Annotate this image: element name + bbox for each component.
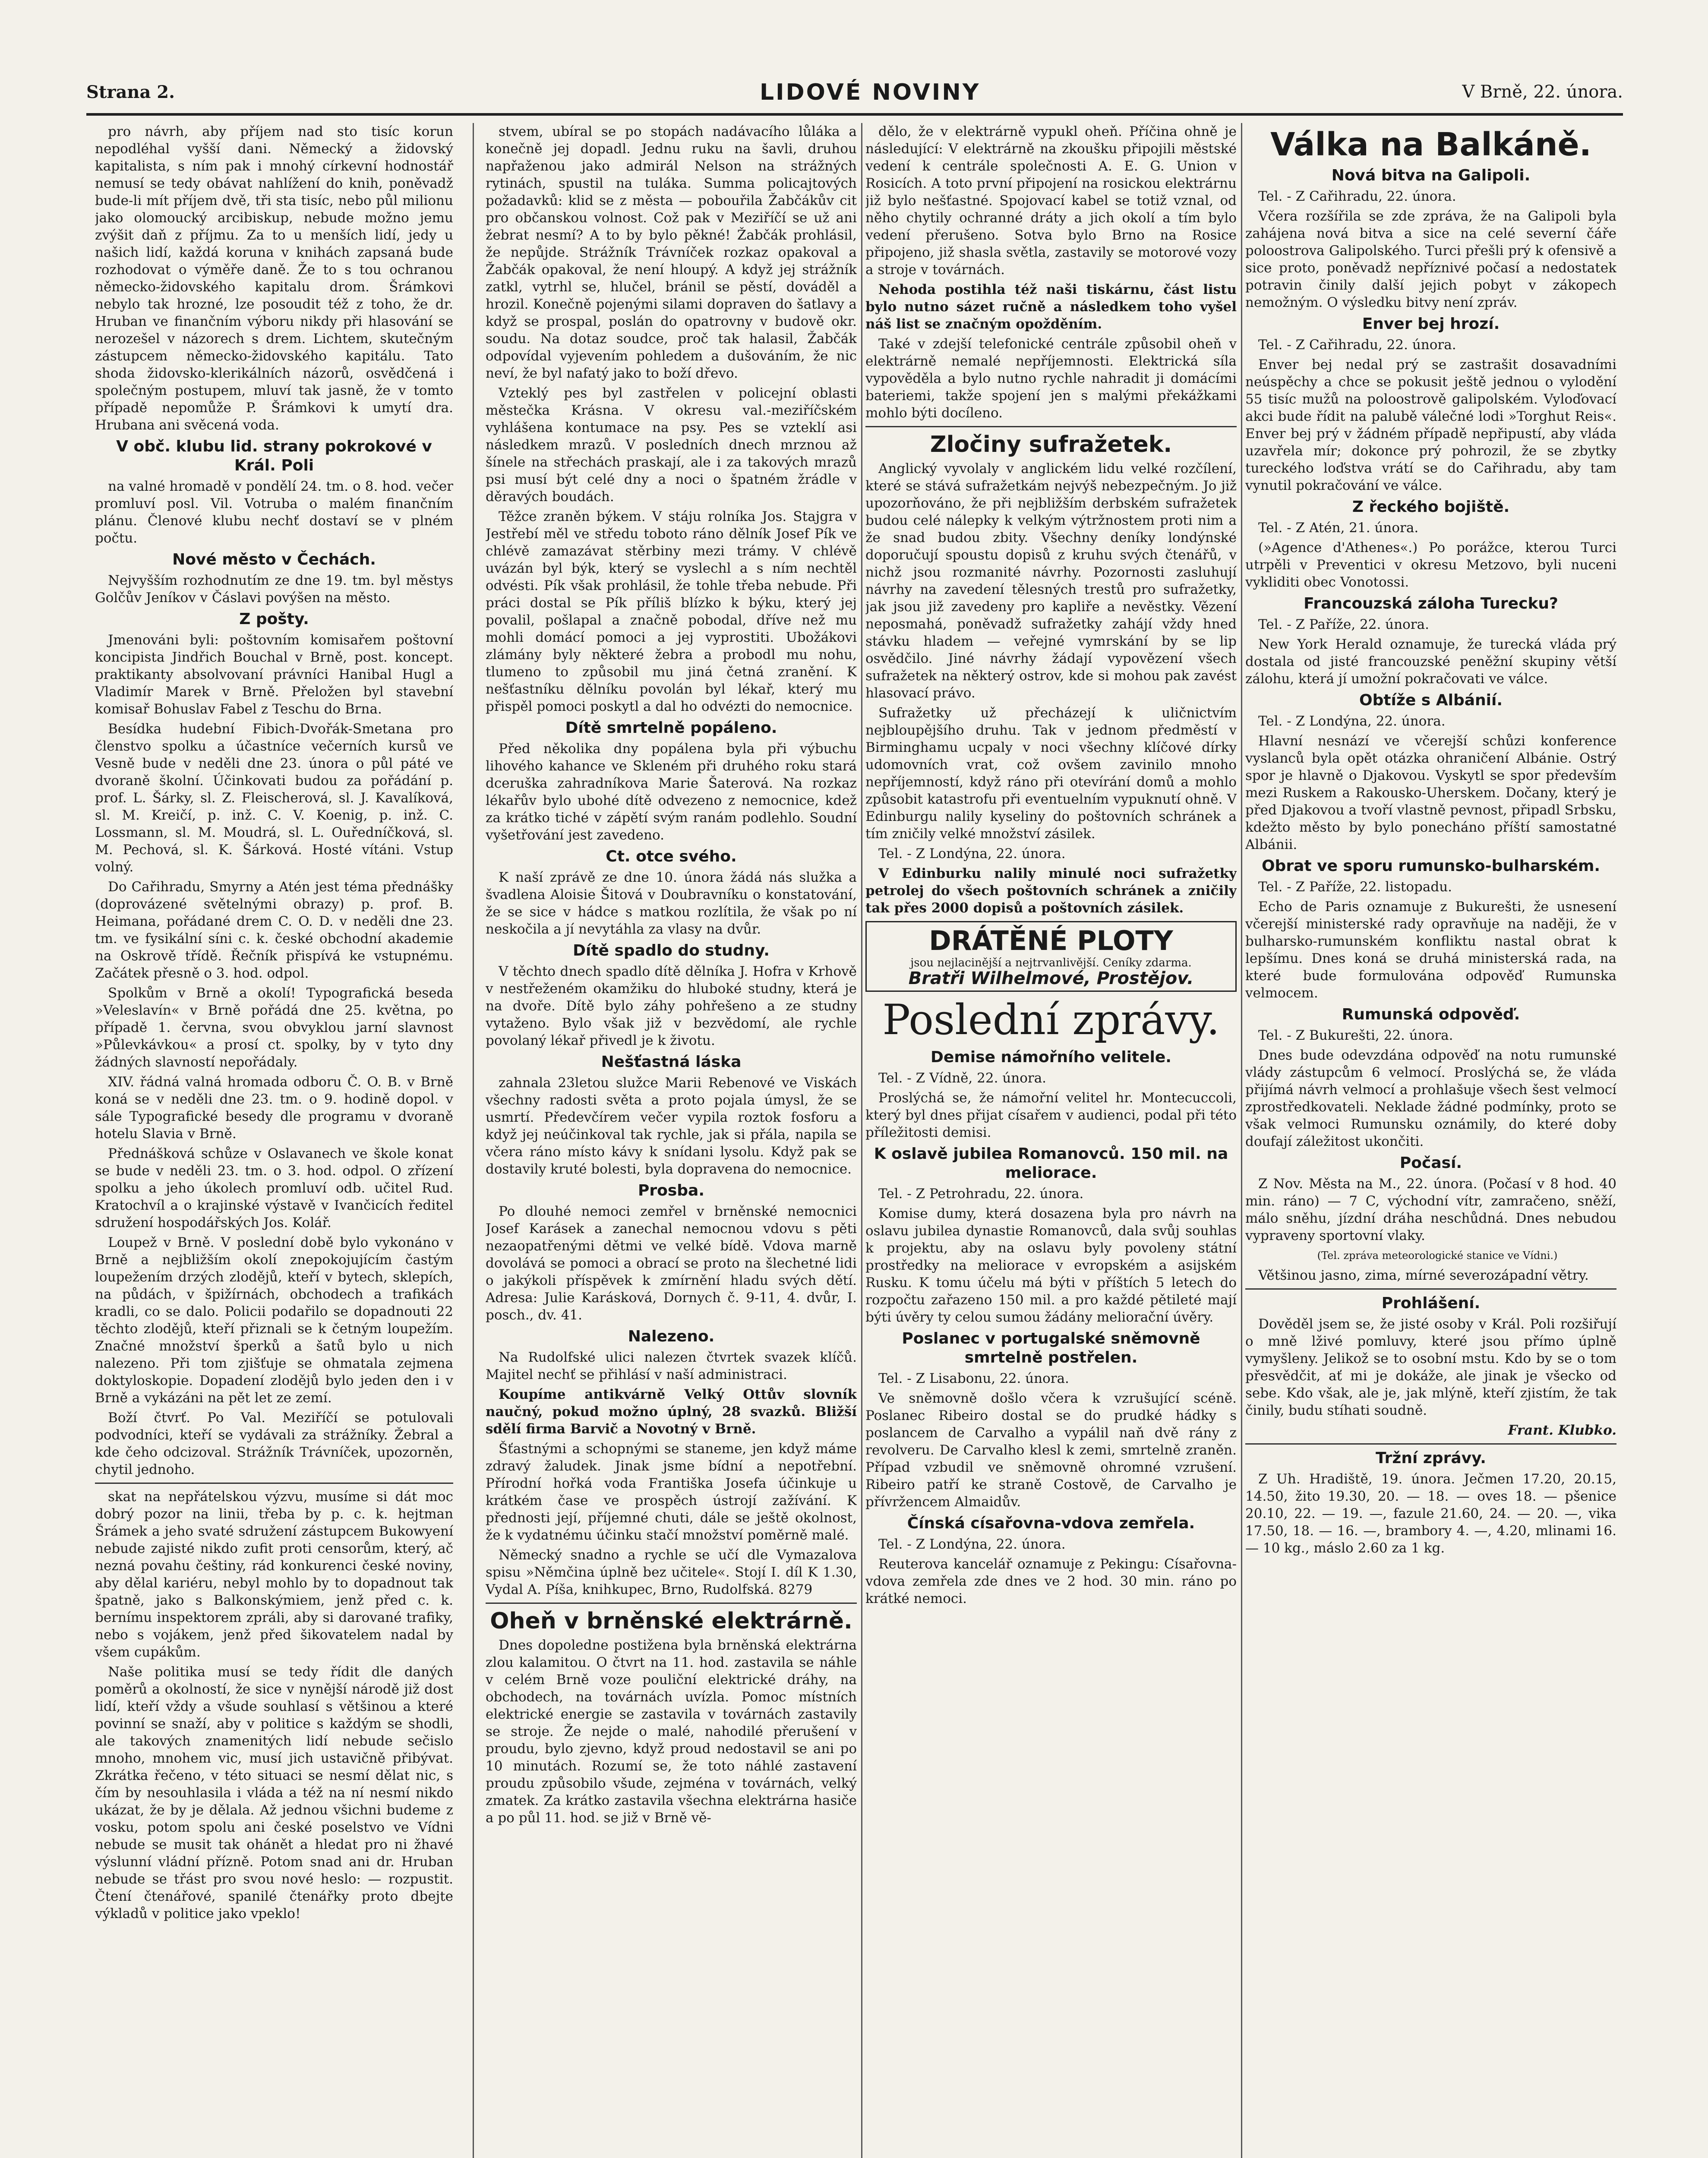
section-divider xyxy=(1245,1443,1616,1445)
latest-news-title: Poslední zprávy. xyxy=(882,996,1220,1044)
article-paragraph: Dnes bude odevzdána odpověď na notu rumunské vlády zástupcům 6 velmocí. Proslýchá se, že vláda přijímá návrh velmocí a prohlašuje všech šest velmocí zprostředkovateli. Neklade žádné podmínky, proto se však velmoci Rumunsku oznámily, do které doby doufají záležitost ukončiti. xyxy=(1245,1047,1616,1149)
article-paragraph: na valné hromadě v pondělí 24. tm. o 8. hod. večer promluví posl. Vil. Votruba o malém finančním plánu. Členové klubu nechť dostaví se v plném počtu. xyxy=(95,479,453,546)
dateline: Tel. - Z Lisabonu, 22. února. xyxy=(878,1371,1069,1386)
dateline: Tel. - Z Atén, 21. února. xyxy=(1258,520,1419,536)
issue-date: V Brně, 22. února. xyxy=(1462,82,1623,102)
article-paragraph: Sufražetky už přecházejí k uličnictvím nejbloupějšího druhu. Tak v jednom předměstí v Birminghamu ucpaly v noci všechny klíčové dírky udomovních vrat, což ovšem zavinilo mnoho nepříjemností, když ráno při otevírání domů a mohlo způsobit katastrofu při eventuelním vypuknutí ohně. V Edinburgu nalily kyseliny do poštovních schránek a tím zničily velké množství zásilek. xyxy=(865,705,1237,842)
dateline: Tel. - Z Paříže, 22. listopadu. xyxy=(1258,879,1452,895)
article-paragraph: Ve sněmovně došlo včera k vzrušující scéně. Poslanec Ribeiro dostal se do prudké hádky s poslancem de Carvalho a vypálil naň dvě rány z revolveru. De Carvalho klesl k zemi, smrtelně zraněn. Případ vzbudil ve sněmovně ohromné vzrušení. Ribeiro patří ke straně Costově, de Carvalho je přívržencem Almaidův. xyxy=(865,1391,1237,1510)
masthead-rule xyxy=(86,113,1623,116)
dateline: Tel. - Z Cařihradu, 22. února. xyxy=(1258,337,1456,353)
article-paragraph: Enver bej nedal prý se zastrašit dosavadními neúspěchy a chce se pokusit ještě jednou o vylodění 55 tisíc mužů na poloostrově galipolském. Vyloďovací akci bude řídit na palubě válečné lodi »Torghut Reis«. Enver bej prý v žádném případě nepřipustí, aby vláda uzavřela mír; dokonce prý pohrozil, že se zbytky tureckého loďstva vrátí se do Cařihradu, aby tam vynutil pokračování ve válce. xyxy=(1245,357,1616,493)
advertisement: Německý snadno a rychle se učí dle Vymazalova spisu »Němčina úplně bez učitele«. Stojí I. díl K 1.30, Vydal A. Píša, knihkupec, Brno, Rudolfská. 8279 xyxy=(486,1547,857,1597)
article-paragraph: Loupež v Brně. V poslední době bylo vykonáno v Brně a nejbližším okolí znepokojujícím častým loupežením drzých zlodějů, kteří v bytech, sklepích, na půdách, v špižírnách, obchodech a trafikách kradli, co se dalo. Policii podařilo se dopadnouti 22 těchto zlodějů, kteří přiznali se k četným loupežím. Značné množství šperků a šatů bylo u nich nalezeno. Při tom zjišťuje se ohmatala zejmena doktyloskopie. Dopadení zlodějů bylo jeden den i v Brně a vykázáni na pět let ze zemí. xyxy=(95,1235,453,1406)
newspaper-title: LIDOVÉ NOVINY xyxy=(760,79,981,105)
section-divider xyxy=(1245,1288,1616,1290)
article-paragraph: pro návrh, aby příjem nad sto tisíc korun nepodléhal vyšší dani. Německý a židovský kapitalista, s ním pak i mnohý církevní hodnostář nemusí se tedy obávat nahlížení do knih, poněvadž bude-li mít příjem dvě, tři sta tisíc, nebo půl milionu jako olomoucký arcibiskup, nebude možno jemu zvýšit daň z příjmu. Za to u menších lidí, jedy u našich lidí, každá koruna v knihách zapsaná bude rozhodovat o výměře daně. Že to s tou ochranou německo-židovského kapitalu drom. Šrámkovi nebylo tak hrozné, lze posoudit též z toho, že dr. Hruban ve finančním výboru nikdy při hlasování se nerozešel v názorech s drem. Lichtem, skutečným zástupcem německo-židovského kapitálu. Tato shoda židovsko-klerikálních názorů, osvědčená i společným postupem, mluví tak jasně, že v tomto případě nepomůže P. Šrámkovi k umytí dra. Hrubana ani svěcená voda. xyxy=(95,124,453,433)
article-paragraph: Do Cařihradu, Smyrny a Atén jest téma přednášky (doprovázené světelnými obrazy) p. prof. B. Heimana, pořádané drem C. O. D. v neděli dne 23. tm. ve fysikální síni c. k. české obchodní akademie na Oskrově třídě. Řečník přispívá ke vstupnému. Začátek přesně o 3. hod. odpol. xyxy=(95,879,453,981)
dateline: Tel. - Z Londýna, 22. února. xyxy=(1258,713,1446,729)
weather-source: (Tel. zpráva meteorologické stanice ve Vídni.) xyxy=(1317,1249,1558,1262)
column-1 xyxy=(95,123,453,2158)
dateline: Tel. - Z Londýna, 22. února. xyxy=(878,1536,1066,1552)
article-paragraph: V těchto dnech spadlo dítě dělníka J. Hofra v Krhově v nestřeženém okamžiku do hluboké studny, která je na dvoře. Dítě bylo záhy pohřešeno a ze studny vytaženo. Bylo však již v bezvědomí, ale rychle povolaný lékař přivedl je k životu. xyxy=(486,964,857,1048)
column-2 xyxy=(486,123,857,2158)
dateline: Tel. - Z Bukurešti, 22. února. xyxy=(1258,1028,1453,1043)
article-paragraph: Přednášková schůze v Oslavanech ve škole konat se bude v neděli 23. tm. o 3. hod. odpol. O zřízení spolku a jeho úkolech promluví odb. učitel Rud. Kratochvíl a o krajinské výstavě v Ivančicích ředitel sdružení hospodářských Jos. Kolář. xyxy=(95,1146,453,1230)
article-heading: Obrat ve sporu rumunsko-bulharském. xyxy=(1261,857,1601,875)
article-paragraph: dělo, že v elektrárně vypukl oheň. Příčina ohně je následující: V elektrárně na zkoušku připojili městské vedení k centrále společnosti A. E. G. Union v Rosicích. A toto první připojení na rosickou elektrárnu již bylo nešťastné. Spojovací kabel se totiž vznal, od něho chytily ochranné dráty a jich okolí a tím bylo vedení přerušeno. Sotva bylo Brno na Rosice připojeno, již shasla světla, zastavily se motorové vozy a stroje v továrnách. xyxy=(865,124,1237,278)
ad-brand: Bratři Wilhelmové, Prostějov. xyxy=(908,969,1194,988)
article-heading: Počasí. xyxy=(1399,1154,1462,1172)
column-4 xyxy=(1245,123,1616,2158)
article-paragraph: Besídka hudební Fibich-Dvořák-Smetana pro členstvo spolku a účastníce večerních kursů ve Vesně bude v neděli dne 23. února o půl páté ve dvoraně školní. Účinkovati budou za pořádání p. prof. L. Šárky, sl. Z. Fleischerová, sl. J. Kavalíková, sl. M. Kreičí, p. inž. C. V. Koenig, p. inž. C. Lossmann, sl. M. Moudrá, sl. L. Ouředníčková, sl. M. Pechová, sl. K. Šárková. Hosté vítáni. Vstup volný. xyxy=(95,721,453,875)
article-heading: K oslavě jubilea Romanovců. 150 mil. na meliorace. xyxy=(874,1145,1228,1182)
article-paragraph: Také v zdejší telefonické centrále způsobil oheň v elektrárně nemalé nepříjemnosti. Elektrická síla vypověděla a bylo nutno rychle nahradit ji domácími bateriemi, takže spojení jen s malými překážkami mohlo býti docíleno. xyxy=(865,336,1237,421)
article-paragraph: zahnala 23letou služce Marii Rebenové ve Viskách všechny radosti světa a proto pojala úmysl, že se usmrtí. Předevčírem večer vypila roztok fosforu a když jej neúčinkoval tak rychle, jak si přála, napila se včera ráno místo kávy k snídani lysolu. Když pak se dostavily kruté bolesti, byla dopravena do nemocnice. xyxy=(486,1075,857,1177)
article-paragraph: stvem, ubíral se po stopách nadávacího lůláka a konečně jej dopadl. Jednu ruku na šavli, druhou napřaženou jako admirál Nelson na strážných rytinách, spustil na tuláka. Summa policajtových požadavků: klid se z města — pobouřila Žabčákův cit pro občanskou volnost. Což pak v Meziříčí se už ani žebrat nesmí? A to by bylo pěkné! Žabčák prohlásil, že nepůjde. Strážník Trávníček rozkaz opakoval a Žabčák opakoval, že není hloupý. A když jej strážník zatkl, vytrhl se, hlučel, bránil se pěstí, dováděl a hrozil. Konečně pojenými silami dopraven do šatlavy a když se prospal, poslán do opatrovny v budově okr. soudu. Na dotaz soudce, proč tak halasil, Žabčák odpovídal vyjevením pohledem a dušováním, že nic neví, že byl nafatý jako to boží dřevo. xyxy=(486,124,857,381)
article-heading: Demise námořního velitele. xyxy=(931,1048,1171,1066)
article-heading: Dítě smrtelně popáleno. xyxy=(565,719,777,737)
column-divider xyxy=(861,123,862,2158)
article-paragraph: V Edinburku nalily minulé noci sufražetky petrolej do všech poštovních schránek a zničily tak přes 2000 dopisů a poštovních zásilek. xyxy=(865,866,1237,916)
article-paragraph: Těžce zraněn býkem. V stáju rolníka Jos. Stajgra v Jestřebí měl ve středu toboto ráno dělník Josef Pík ve chlévě zamazávat stěrbiny mezi trámy. V chlévě uvázán byl býk, který se vyslechl a s ním nechtěl odvésti. Pík však prohlásil, že tohle třeba nebude. Při práci dostal se Pík příliš blízko k býku, který jej povalil, pošlapal a značně pobodal, dříve než mu mohli domácí pomoci a jej vyprostiti. Ubožákovi zlámány byly některé žebra a probodl mu nohu, tlumeno to způsobil mu jiná četná zranění. K nešťastníku dělníku povolán byl lékař, který mu přispěl pomoci poskytl a dal ho odvézti do nemocnice. xyxy=(486,509,857,714)
article-paragraph: Včera rozšířila se zde zpráva, že na Galipoli byla zahájena nová bitva a sice na celé severní čáře poloostrova Galipolského. Turci přešli prý k ofensivě a sice proto, poněvadž nepříznivé počasí a nedostatek potravin činily další jejich pobyt v zákopech nemožným. O výsledku bitvy není zpráv. xyxy=(1245,208,1616,310)
dateline: Tel. - Z Cařihradu, 22. února. xyxy=(1258,189,1456,204)
article-paragraph: Nejvyšším rozhodnutím ze dne 19. tm. byl městys Golčův Jeníkov v Čáslavi povýšen na město. xyxy=(95,573,453,606)
article-heading: Prosba. xyxy=(638,1182,705,1199)
article-heading: Čínská císařovna-vdova zemřela. xyxy=(907,1514,1195,1532)
section-divider xyxy=(486,1603,857,1604)
article-paragraph: Na Rudolfské ulici nalezen čtvrtek svazek klíčů. Majitel nechť se přihlásí v naší administraci. xyxy=(486,1350,857,1382)
article-paragraph: Spolkům v Brně a okolí! Typografická beseda »Veleslavín« v Brně pořádá dne 25. května, po případě 1. června, svou obvyklou jarní slavnost »Půlevkávkou« a prosí ct. spolky, by v tyto dny žádných slavností nepořádaly. xyxy=(95,985,453,1070)
article-heading: Rumunská odpověď. xyxy=(1342,1006,1520,1023)
article-heading: Prohlášení. xyxy=(1381,1294,1481,1312)
article-paragraph: Proslýchá se, že námořní velitel hr. Montecuccoli, který byl dnes přijat císařem v audienci, podal při této příležitosti demisi. xyxy=(865,1090,1237,1140)
article-paragraph: Boží čtvrť. Po Val. Meziříčí se potulovali podvodníci, kteří se vydávali za strážníky. Žebral a kde čeho odcizoval. Strážník Trávníček, upozorněn, chytil jednoho. xyxy=(95,1410,453,1477)
article-heading: Nové město v Čechách. xyxy=(172,551,376,568)
article-paragraph: Reuterova kancelář oznamuje z Pekingu: Císařovna-vdova zemřela zde dnes ve 2 hod. 30 min. ráno po krátké nemoci. xyxy=(865,1556,1237,1606)
article-paragraph: Anglický vyvolaly v anglickém lidu velké rozčílení, které se stává sufražetkám nejvýš nebezpečným. Jo již upozorňováno, že při nejbližším derbském sufražetek budou celé nálepky k velkým výtržnostem proti nim a že snad budou zbity. Všechny deníky londýnské doporučují spoustu dopisů z kruhu svých čtenářů, v nichž jsou rozmanité návrhy. Pozornosti zasluhují návrhy na zavedení tělesných trestů pro sufražetky, jak jsou již zavedeny pro kapliře a nevěstky. Vězení neposmahá, poněvadž sufražetky zahájí vždy hned stávku hladem — veřejné vymrskání by se lip osvědčilo. Jiné návrhy žádají vypovězení všech sufražetek na některý ostrov, kde si mohou pak zavést hlasovací právo. xyxy=(865,461,1237,701)
article-paragraph: New York Herald oznamuje, že turecká vláda prý dostala od jisté francouzské peněžní skupiny větší zálohu, která jí umožní pokračovati ve válce. xyxy=(1245,637,1616,687)
article-paragraph: Echo de Paris oznamuje z Bukurešti, že usnesení včerejší ministerské rady opravňuje na naději, že v bulharsko-rumunském konfliktu nastal obrat k lepšímu. Dnes koná se druhá ministerská rada, na které bude formulována odpověď Rumunska velmocem. xyxy=(1245,899,1616,1001)
article-heading: Nová bitva na Galipoli. xyxy=(1331,167,1531,184)
article-paragraph: Komise dumy, která dosazena byla pro návrh na oslavu jubilea dynastie Romanovců, dala svůj souhlas k projektu, aby na oslavu byly povoleny státní prostředky na meliorace v evropském a asijském Rusku. K tomu účelu má býti v příštích 5 letech do rozpočtu zařazeno 150 mil. a pro každé pětileté mají býti úvěry ty celou sumou žádány meliorační úvěry. xyxy=(865,1206,1237,1325)
article-paragraph: Většinou jasno, zima, mírné severozápadní větry. xyxy=(1258,1268,1589,1283)
article-heading: Obtíže s Albánií. xyxy=(1359,691,1503,709)
article-paragraph: (»Agence d'Athenes«.) Po porážce, kterou Turci utrpěli v Preventici v okresu Metzovo, byli nuceni vykliditi obec Vonotossi. xyxy=(1245,540,1616,590)
article-heading: Tržní zprávy. xyxy=(1376,1449,1486,1467)
advertisement: Šťastnými a schopnými se staneme, jen když máme zdravý žaludek. Jinak jsme bídní a nepotřební. Přírodní hořká voda Františka Josefa účinkuje u krátkém čase ve prospěch ústrojí zažívání. K přednosti její, příjemné chuti, dále se ještě okolnost, že k vydatnému účinku stačí množství poměrně malé. xyxy=(486,1441,857,1543)
article-paragraph: Vzteklý pes byl zastřelen v policejní oblasti městečka Krásna. V okresu val.-meziříčském vyhlášena kontumace na psy. Pes se vzteklí asi následkem mrazů. V posledních dnech mrznou až šínele na střechách praskají, ale i za takových mrazů psi musí být celé dny a noci o špatném žrádle v děravých boudách. xyxy=(486,385,857,505)
section-headline: Válka na Balkáně. xyxy=(1270,126,1591,163)
article-paragraph: Po dlouhé nemoci zemřel v brněnské nemocnici Josef Karásek a zanechal nemocnou vdovu s pěti nezaopatřenými dětmi ve velké bídě. Vdova marně dovolává se pomoci a obrací se proto na šlechetné lidi o jakýkoli příspěvek k zmírnění hladu svých dětí. Adresa: Julie Karásková, Dornych č. 9-11, 4. dvůr, I. posch., dv. 41. xyxy=(486,1204,857,1323)
article-headline: Zločiny sufražetek. xyxy=(930,432,1172,457)
article-paragraph: skat na nepřátelskou výzvu, musíme si dát moc dobrý pozor na linii, třeba by p. c. k. hejtman Šrámek a jeho svaté sdružení zástupcem Bukowyení nebude zajisté nikdo zufit proti censorům, který, ač nezná povahu češtiny, rád konkurenci české noviny, aby dělal kariéru, nebyl mohlo by to dopadnout tak špatně, jako s Balkonskýmiem, jenž před c. k. bernímu inspektorem zpráli, aby si darované trafiky, nebo s vojákem, jenž před šikovatelem nadal by všem cupákům. xyxy=(95,1489,453,1660)
advertisement: Koupíme antikvárně Velký Ottův slovník naučný, pokud možno úplný, 28 svazků. Bližší sdělí firma Barvič a Novotný v Brně. xyxy=(486,1387,857,1437)
dateline: Tel. - Z Petrohradu, 22. února. xyxy=(878,1186,1084,1202)
section-divider xyxy=(865,426,1237,427)
dateline: Tel. - Z Vídně, 22. února. xyxy=(878,1070,1047,1086)
article-paragraph: Dověděl jsem se, že jisté osoby v Král. Poli rozšiřují o mně lživé pomluvy, které jsou přímo úplně vymyšleny. Jelikož se to osobní mstu. Kdo by se o tom přesvědčit, ať mi je dokáže, ale jinak je všecko od sebe. Kdo však, ale je, jak mlýně, kteří zjistím, že tak činily, budu stíhati soudně. xyxy=(1245,1316,1616,1418)
article-paragraph: Před několika dny popálena byla při výbuchu lihového kahance ve Skleném při druhého roku stará dceruška zahradníkova Marie Šaterová. Na rozkaz lékařův bylo ubohé dítě odvezeno z nemocnice, kdež za krátko tiché v zápětí svým ranám podlehlo. Soudní vyšetřování jest zavedeno. xyxy=(486,741,857,843)
article-paragraph: Nehoda postihla též naši tiskárnu, část listu bylo nutno sázet ručně a následkem toho vyšel náš list se značným opožděním. xyxy=(865,282,1237,332)
ad-title: DRÁTĚNÉ PLOTY xyxy=(929,925,1173,956)
article-paragraph: XIV. řádná valná hromada odboru Č. O. B. v Brně koná se v neděli dne 23. tm. o 9. hodině dopol. v sále Typografické besedy dle programu v dvoraně hotelu Slavia v Brně. xyxy=(95,1074,453,1142)
article-paragraph: K naší zprávě ze dne 10. února žádá nás služka a švadlena Aloisie Šitová v Doubravníku o konstatování, že se sice v hádce s matkou rozlítila, že však po ní neskočila a jí nevytáhla za vlasy na dvůr. xyxy=(486,870,857,937)
column-3 xyxy=(865,123,1237,2158)
signature: Frant. Klubko. xyxy=(1508,1423,1616,1438)
article-paragraph: Dnes dopoledne postižena byla brněnská elektrárna zlou kalamitou. O čtvrt na 11. hod. zastavila se náhle v celém Brně voze pouliční elektrické dráhy, na obchodech, na továrnách uvízla. Pomoc místních elektrické energie se zastavila v továrnách zastavily se stroje. Že nejde o malé, nahodilé přerušení v proudu, bylo zjevno, když proud nedostavil se ani po 10 minutách. Rozumí se, že toto náhlé zastavení proudu způsobilo všude, zejména v továrnách, velký zmatek. Za krátko zastavila všechna elektrárna hasiče a po půl 11. hod. se již v Brně vě- xyxy=(486,1637,857,1826)
column-divider xyxy=(473,123,474,2158)
fence-advertisement xyxy=(865,921,1237,992)
dateline: Tel. - Z Londýna, 22. února. xyxy=(878,846,1066,861)
article-heading: Nešťastná láska xyxy=(601,1053,742,1071)
masthead xyxy=(86,79,1623,108)
article-heading: Francouzská záloha Turecku? xyxy=(1304,595,1558,612)
article-paragraph: Hlavní nesnází ve včerejší schůzi konference vyslanců byla opět otázka ohraničení Albánie. Ostrý spor je hlavně o Djakovou. Vyskytl se spor především mezi Ruskem a Rakousko-Uherskem. Dočany, který je před Djakovou a tvoří vlastně pevnost, připadl Srbsku, kdežto město by bylo ponecháno příští samostatné Albánii. xyxy=(1245,733,1616,852)
page-number: Strana 2. xyxy=(86,82,175,102)
dateline: Tel. - Z Paříže, 22. února. xyxy=(1258,617,1429,632)
article-paragraph: Naše politika musí se tedy řídit dle daných poměrů a okolností, že sice v nynější národě již dost lidí, kteří vždy a všude souhlasí s většinou a které povinní se snaží, aby v politice s každým se shodli, ale takových znamenitých lidí nebude sečislo mnoho, mnohem vic, musí jich ustavičně přibývat. Zkrátka řečeno, v této situaci se nesmí dělat nic, s čím by nesouhlasila i vláda a též na ní nesmí nikdo ukázat, že by je dělala. Až jednou všichni budeme z vosku, potom spolu ani české poselstvo ve Vídni nebude se musit tak ohánět a hledat pro ni žhavé výslunní vládní přízně. Potom snad ani dr. Hruban nebude se třást pro svou nové heslo: — rozpustit. Čtení čtenářové, spanilé čtenářky proto dbejte výkladů v politice jako vpeklo! xyxy=(95,1664,453,1921)
article-heading: Ct. otce svého. xyxy=(606,848,737,865)
ad-subtitle: jsou nejlacinější a nejtrvanlivější. Ceníky zdarma. xyxy=(910,956,1192,969)
article-paragraph: Jmenováni byli: poštovním komisařem poštovní koncipista Jindřich Bouchal v Brně, post. koncept. praktikanty absolvovaní právníci Hanibal Hugl a Vladimír Marek v Brně. Přeložen byl stavební komisař Bohuslav Fabel z Teschu do Brna. xyxy=(95,632,453,717)
article-paragraph: Z Nov. Města na M., 22. února. (Počasí v 8 hod. 40 min. ráno) — 7 C, východní vítr, zamračeno, sněží, málo sněhu, jízdní dráha neschůdná. Dnes nebudou vypraveny sportovní vlaky. xyxy=(1245,1176,1616,1243)
article-headline: Oheň v brněnské elektrárně. xyxy=(490,1608,852,1634)
article-heading: Z pošty. xyxy=(239,610,309,628)
article-paragraph: Z Uh. Hradiště, 19. února. Ječmen 17.20, 20.15, 14.50, žito 19.30, 20. — 18. — oves 18. — pšenice 20.10, 22. — 19. —, fazule 21.60, 24. — 20. —, vika 17.50, 18. — 16. —, brambory 4. —, 4.20, mlinami 16. — 10 kg., máslo 2.60 za 1 kg. xyxy=(1245,1471,1616,1556)
article-heading: V obč. klubu lid. strany pokrokové v Král. Poli xyxy=(116,438,432,474)
article-heading: Poslanec v portugalské sněmovně smrtelně postřelen. xyxy=(902,1330,1200,1366)
article-heading: Nalezeno. xyxy=(628,1328,715,1345)
column-divider xyxy=(1241,123,1242,2158)
article-heading: Enver bej hrozí. xyxy=(1362,315,1500,333)
article-heading: Dítě spadlo do studny. xyxy=(573,942,770,959)
section-divider xyxy=(95,1483,453,1484)
article-heading: Z řeckého bojiště. xyxy=(1352,498,1510,516)
